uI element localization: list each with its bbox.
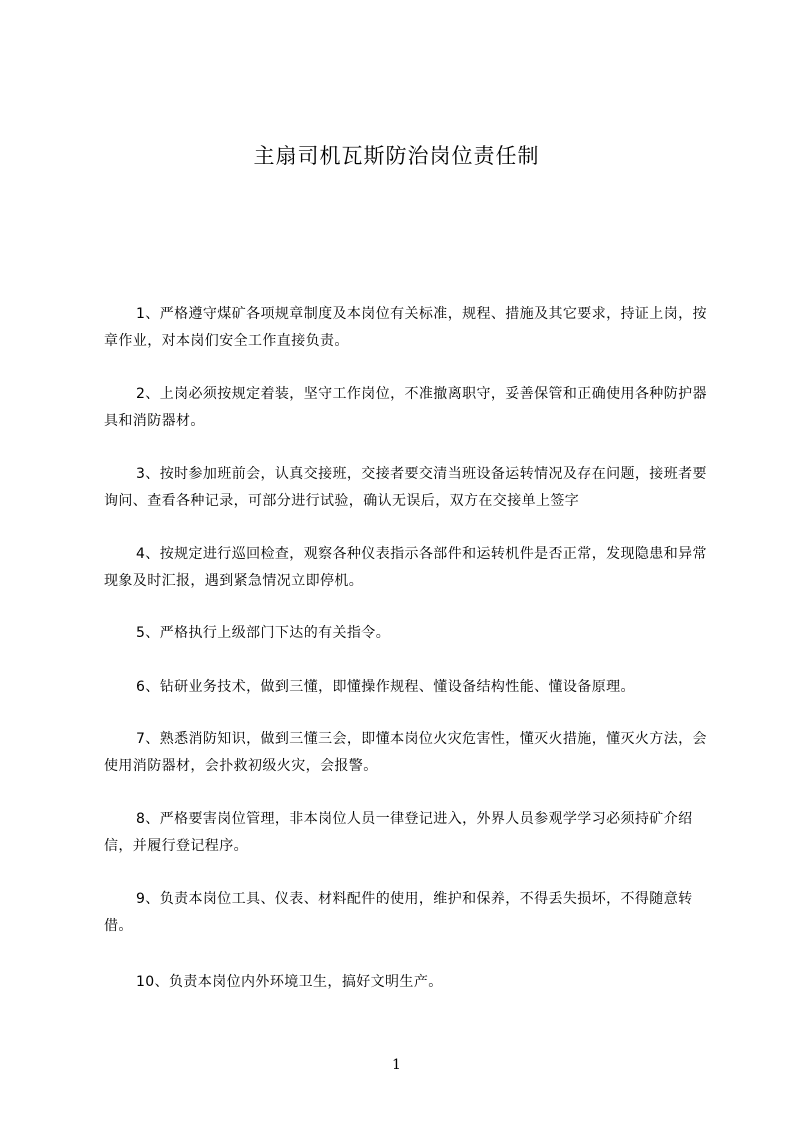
clause-3: 3、按时参加班前会，认真交接班，交接者要交清当班设备运转情况及存在问题，接班者要询问、查看各种记录，可部分进行试验，确认无误后，双方在交接单上签字 [104,466,707,509]
clause-8: 8、严格要害岗位管理，非本岗位人员一律登记进入，外界人员参观学学习必须持矿介绍信，并履行登记程序。 [104,811,693,854]
clause-2: 2、上岗必须按规定着装，坚守工作岗位，不准撤离职守，妥善保管和正确使用各种防护器具和消防器材。 [104,386,707,429]
clause-4: 4、按规定进行巡回检查，观察各种仪表指示各部件和运转机件是否正常，发现隐患和异常现象及时汇报，遇到紧急情况立即停机。 [104,546,707,589]
page-number: 1 [392,1057,401,1073]
clause-1: 1、严格遵守煤矿各项规章制度及本岗位有关标准，规程、措施及其它要求，持证上岗，按章作业，对本岗们安全工作直接负责。 [104,306,707,349]
document-title: 主扇司机瓦斯防治岗位责任制 [253,144,540,168]
clause-9: 9、负责本岗位工具、仪表、材料配件的使用，维护和保养，不得丢失损坏，不得随意转借。 [104,891,693,934]
clause-6: 6、钻研业务技术，做到三懂，即懂操作规程、懂设备结构性能、懂设备原理。 [136,679,635,695]
clause-5: 5、严格执行上级部门下达的有关指令。 [136,625,391,641]
clause-10: 10、负责本岗位内外环境卫生，搞好文明生产。 [136,974,443,990]
clause-7: 7、熟悉消防知识，做到三懂三会，即懂本岗位火灾危害性，懂灭火措施，懂灭火方法，会使用消防器材，会扑救初级火灾，会报警。 [104,731,707,774]
